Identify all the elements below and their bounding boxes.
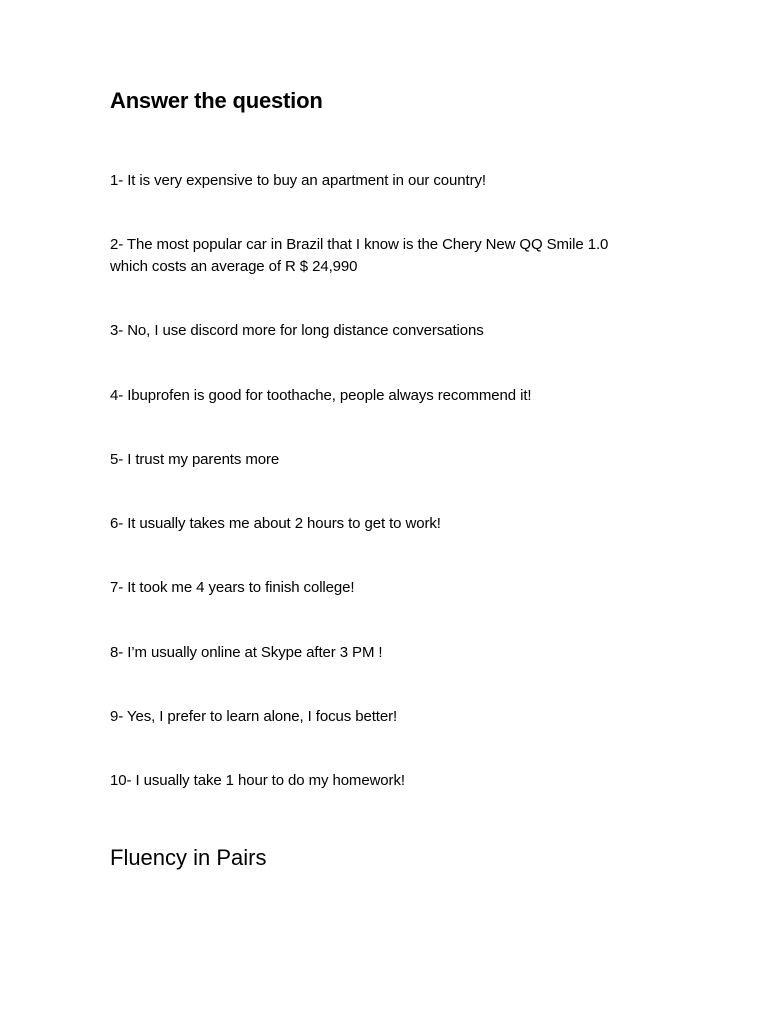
- answer-6: 6- It usually takes me about 2 hours to get to work!: [110, 515, 441, 532]
- section-title: Fluency in Pairs: [110, 845, 267, 870]
- answer-9: 9- Yes, I prefer to learn alone, I focus better!: [110, 708, 398, 725]
- answer-7: 7- It took me 4 years to finish college!: [110, 579, 355, 596]
- answer-4: 4- Ibuprofen is good for toothache, people always recommend it!: [110, 387, 532, 404]
- answer-3: 3- No, I use discord more for long distance conversations: [110, 322, 484, 339]
- answer-2: 2- The most popular car in Brazil that I know is the Chery New QQ Smile 1.0 which costs an average of R $ 24,990: [110, 236, 609, 275]
- answer-8: 8- I’m usually online at Skype after 3 PM !: [110, 644, 383, 661]
- answer-10: 10- I usually take 1 hour to do my homework!: [110, 772, 405, 789]
- answer-1: 1- It is very expensive to buy an apartment in our country!: [110, 172, 486, 189]
- page-title: Answer the question: [110, 88, 323, 113]
- answer-5: 5- I trust my parents more: [110, 451, 280, 468]
